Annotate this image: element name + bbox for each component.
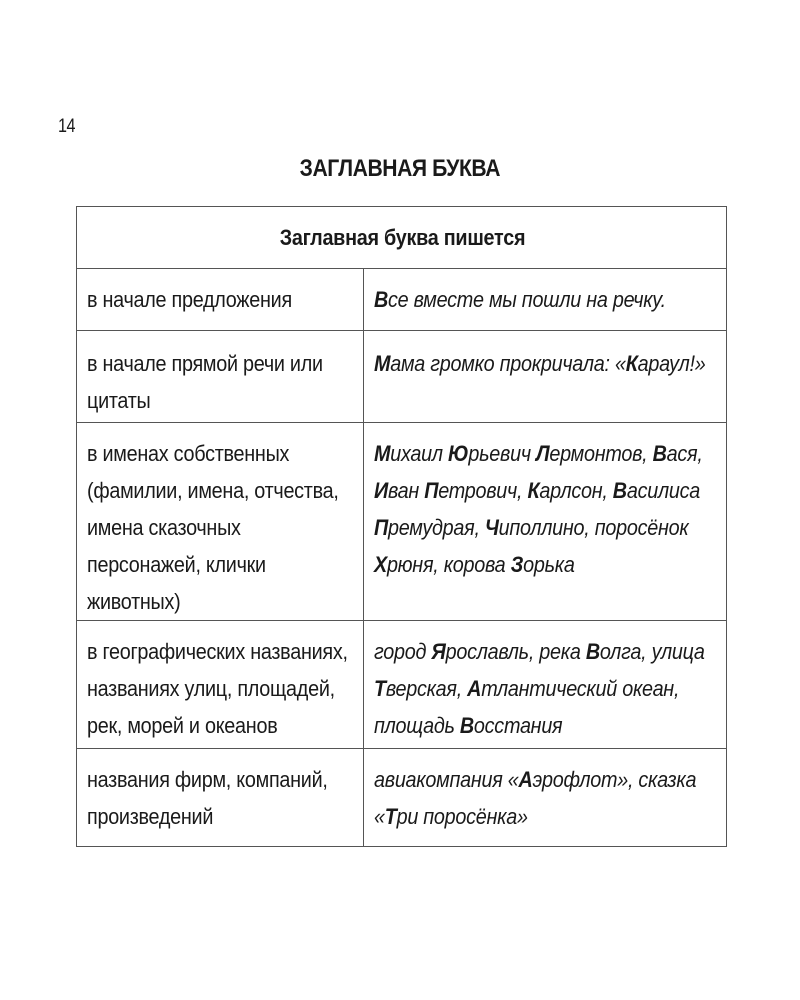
example-text: Все вместе мы пошли на речку. (374, 287, 666, 312)
table-header-cell (77, 207, 727, 269)
example-cell (364, 269, 727, 331)
example-text: Мама громко прокричала: «Караул!» (374, 351, 706, 376)
table-header-row (77, 207, 727, 269)
page-title-text: ЗАГЛАВНАЯ БУКВА (299, 155, 501, 182)
example-text: авиакомпания «Аэрофлот», сказка «Три поросёнка» (374, 767, 697, 829)
example-text: Михаил Юрьевич Лермонтов, Вася, Иван Петрович, Карлсон, Василиса Премудрая, Чиполлино, поросёнок Хрюня, корова Зорька (374, 441, 703, 577)
rule-cell (77, 423, 364, 621)
rule-cell (77, 269, 364, 331)
table-row (77, 423, 727, 621)
rule-cell (77, 621, 364, 749)
table-row (77, 269, 727, 331)
rule-cell (77, 749, 364, 847)
rule-cell (77, 331, 364, 423)
example-cell (364, 331, 727, 423)
page-number: 14 (58, 116, 76, 137)
table-row (77, 331, 727, 423)
rule-text: в географических названиях, названиях улиц, площадей, рек, морей и океанов (87, 639, 348, 738)
rule-text: в начале прямой речи или цитаты (87, 351, 323, 413)
rule-text: в начале предложения (87, 287, 292, 312)
example-text: город Ярославль, река Волга, улица Тверская, Атлантический океан, площадь Восстания (374, 639, 705, 738)
table-row (77, 621, 727, 749)
example-cell (364, 621, 727, 749)
table-header-text: Заглавная буква пишется (279, 225, 526, 250)
rule-text: в именах собственных (фамилии, имена, отчества, имена сказочных персонажей, клички животных) (87, 441, 339, 614)
page-title (0, 155, 800, 183)
example-cell (364, 423, 727, 621)
capital-letter-rules-table (76, 206, 727, 847)
rule-text: названия фирм, компаний, произведений (87, 767, 328, 829)
table-row (77, 749, 727, 847)
example-cell (364, 749, 727, 847)
